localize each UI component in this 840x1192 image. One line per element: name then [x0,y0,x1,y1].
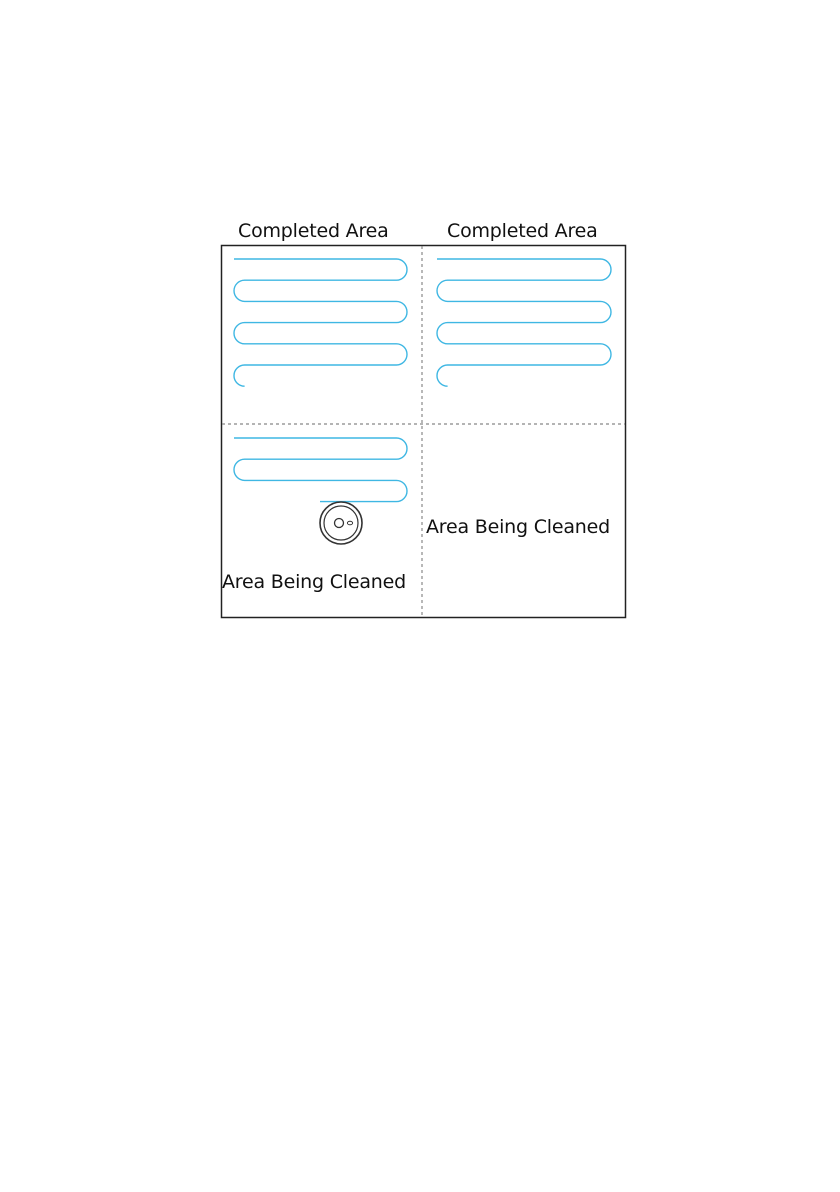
cleaning-path-top-left [234,259,407,386]
zone-label-bottom-right: Area Being Cleaned [426,516,610,538]
cleaning-path-top-right [437,259,611,386]
zone-label-top-right: Completed Area [447,220,598,242]
zone-label-top-left: Completed Area [238,220,389,242]
zone-label-bottom-left: Area Being Cleaned [222,571,406,593]
cleaning-path-bottom-left [234,438,407,502]
robot-vacuum-icon [320,502,362,544]
